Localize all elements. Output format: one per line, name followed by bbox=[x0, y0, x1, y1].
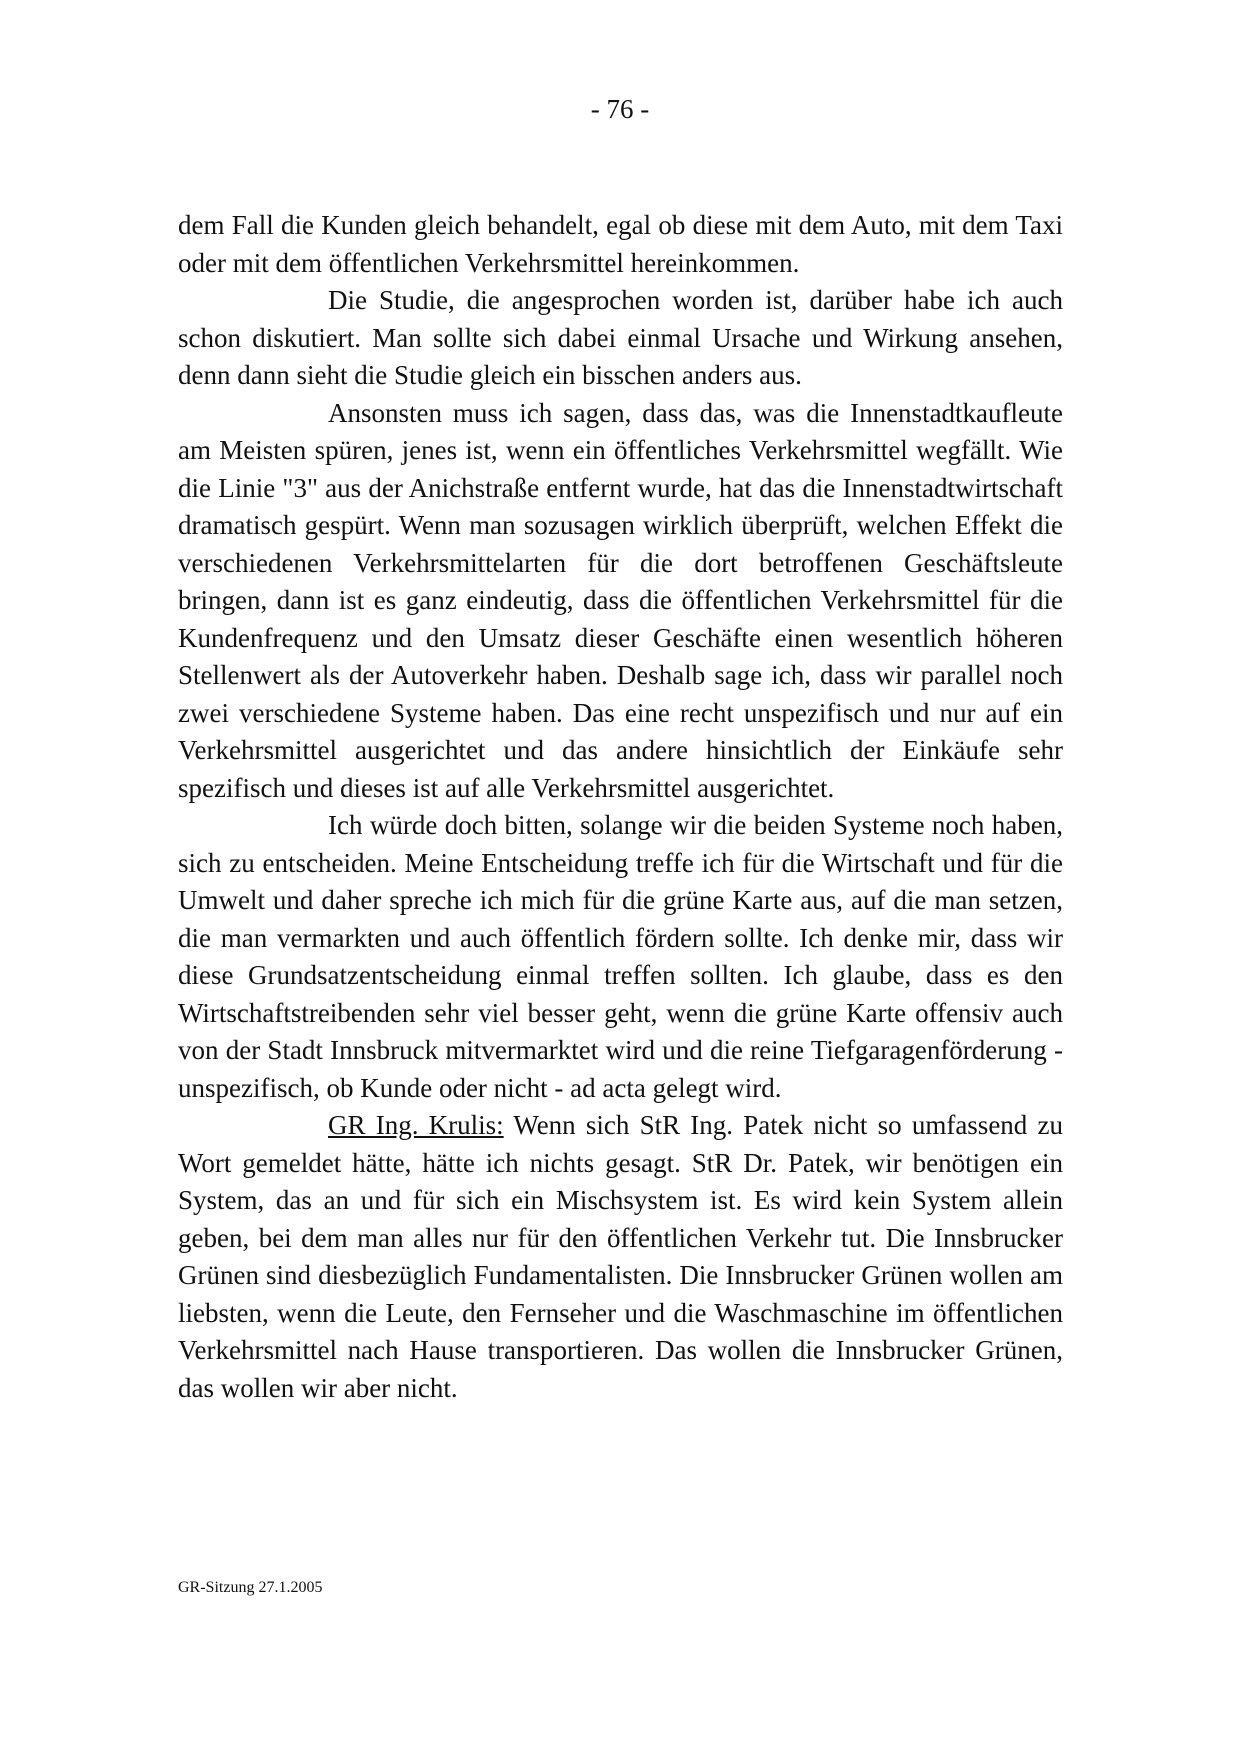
paragraph-speaker bbox=[178, 1107, 1063, 1407]
speaker-name: GR Ing. Krulis: bbox=[328, 1110, 504, 1140]
document-body bbox=[178, 207, 1063, 1407]
paragraph: Ansonsten muss ich sagen, dass das, was die Innenstadtkaufleute am Meisten spüren, jenes ist, wenn ein öffentliches Verkehrsmittel wegfällt. Wie die Linie "3" aus der Anichstraße entfernt wurde, hat das die Innenstadtwirtschaft dramatisch gespürt. Wenn man sozusagen wirklich überprüft, welchen Effekt die verschiedenen Verkehrsmittelarten für die dort betroffenen Geschäftsleute bringen, dann ist es ganz eindeutig, dass die öffentlichen Verkehrsmittel für die Kundenfrequenz und den Umsatz dieser Geschäfte einen wesentlich höheren Stellenwert als der Autoverkehr haben. Deshalb sage ich, dass wir parallel noch zwei verschiedene Systeme haben. Das eine recht unspezifisch und nur auf ein Verkehrsmittel ausgerichtet und das andere hinsichtlich der Einkäufe sehr spezifisch und dieses ist auf alle Verkehrsmittel ausgerichtet. bbox=[178, 397, 1063, 803]
paragraph: dem Fall die Kunden gleich behandelt, egal ob diese mit dem Auto, mit dem Taxi oder mit dem öffentlichen Verkehrsmittel hereinkommen. bbox=[178, 210, 1063, 278]
paragraph: Ich würde doch bitten, solange wir die beiden Systeme noch haben, sich zu entscheiden. Meine Entscheidung treffe ich für die Wirtschaft und für die Umwelt und daher spreche ich mich für die grüne Karte aus, auf die man setzen, die man vermarkten und auch öffentlich fördern sollte. Ich denke mir, dass wir diese Grundsatzentscheidung einmal treffen sollten. Ich glaube, dass es den Wirtschaftstreibenden sehr viel besser geht, wenn die grüne Karte offensiv auch von der Stadt Innsbruck mitvermarktet wird und die reine Tiefgaragenförderung - unspezifisch, ob Kunde oder nicht - ad acta gelegt wird. bbox=[178, 810, 1063, 1103]
paragraph: Die Studie, die angesprochen worden ist, darüber habe ich auch schon diskutiert. Man sollte sich dabei einmal Ursache und Wirkung ansehen, denn dann sieht die Studie gleich ein bisschen anders aus. bbox=[178, 285, 1063, 390]
footer-session: GR-Sitzung 27.1.2005 bbox=[178, 1579, 323, 1596]
speaker-statement: Wenn sich StR Ing. Patek nicht so umfassend zu Wort gemeldet hätte, hätte ich nichts gesagt. StR Dr. Patek, wir benötigen ein System, das an und für sich ein Mischsystem ist. Es wird kein System allein geben, bei dem man alles nur für den öffentlichen Verkehr tut. Die Innsbrucker Grünen sind diesbezüglich Fundamentalisten. Die Innsbrucker Grünen wollen am liebsten, wenn die Leute, den Fernseher und die Waschmaschine im öffentlichen Verkehrsmittel nach Hause transportieren. Das wollen die Innsbrucker Grünen, das wollen wir aber nicht. bbox=[178, 1110, 1063, 1403]
page-number: - 76 - bbox=[590, 94, 650, 124]
